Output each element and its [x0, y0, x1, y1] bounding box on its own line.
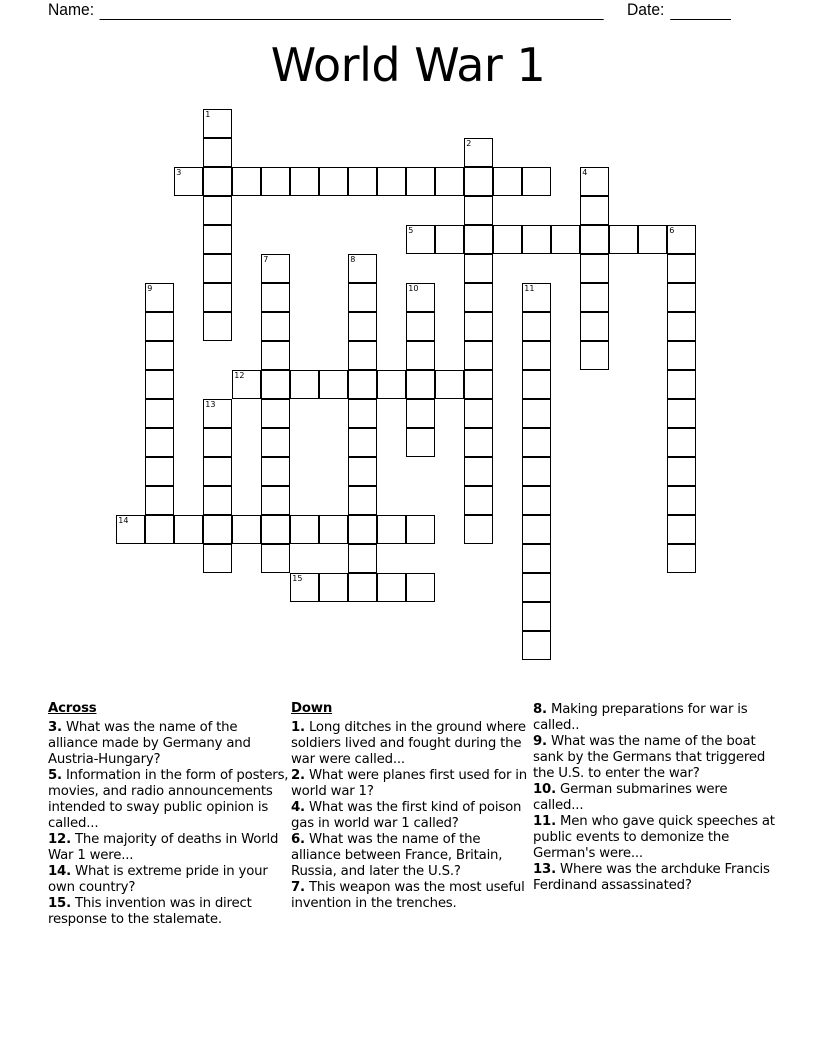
clue-text: This weapon was the most useful invention in the trenches. [291, 880, 525, 911]
grid-cell[interactable] [464, 312, 493, 341]
clue-text: Making preparations for war is called.. [533, 702, 748, 733]
grid-cell[interactable] [290, 515, 319, 544]
grid-cell[interactable] [145, 341, 174, 370]
clue-down-9 [533, 862, 775, 894]
grid-cell[interactable] [667, 370, 696, 399]
grid-cell[interactable] [580, 312, 609, 341]
grid-cell[interactable] [522, 283, 551, 312]
grid-cell[interactable] [406, 515, 435, 544]
grid-cell[interactable] [377, 370, 406, 399]
clue-across-1 [48, 768, 290, 832]
grid-cell[interactable] [261, 254, 290, 283]
clue-number-label: 8 [350, 255, 356, 265]
grid-cell[interactable] [261, 399, 290, 428]
grid-cell[interactable] [145, 312, 174, 341]
grid-cell[interactable] [348, 486, 377, 515]
grid-cell[interactable] [464, 196, 493, 225]
grid-cell[interactable] [261, 486, 290, 515]
clue-text: Where was the archduke Francis Ferdinand assassinated? [533, 862, 770, 893]
clue-number-label: 9 [147, 284, 153, 294]
grid-cell[interactable] [348, 399, 377, 428]
clue-number: 10. [533, 782, 556, 797]
clue-across-3 [48, 864, 290, 896]
clue-number-label: 4 [582, 168, 588, 178]
grid-cell[interactable] [667, 544, 696, 573]
clue-number: 13. [533, 862, 556, 877]
grid-cell[interactable] [464, 457, 493, 486]
grid-cell[interactable] [464, 515, 493, 544]
grid-cell[interactable] [261, 312, 290, 341]
grid-cell[interactable] [348, 370, 377, 399]
grid-cell[interactable] [232, 515, 261, 544]
date-blank[interactable] [670, 3, 731, 20]
grid-cell[interactable] [464, 370, 493, 399]
clue-number-label: 3 [176, 168, 182, 178]
grid-cell[interactable] [464, 399, 493, 428]
clue-number: 8. [533, 702, 547, 717]
grid-cell[interactable] [203, 109, 232, 138]
clue-number: 7. [291, 880, 305, 895]
grid-cell[interactable] [203, 283, 232, 312]
grid-cell[interactable] [464, 138, 493, 167]
clue-text: Men who gave quick speeches at public events to demonize the German's were... [533, 814, 775, 861]
clue-number-label: 10 [408, 284, 419, 294]
grid-cell[interactable] [261, 544, 290, 573]
clue-number: 2. [291, 768, 305, 783]
grid-cell[interactable] [667, 341, 696, 370]
grid-cell[interactable] [348, 457, 377, 486]
grid-cell[interactable] [638, 225, 667, 254]
grid-cell[interactable] [174, 515, 203, 544]
clue-number-label: 2 [466, 139, 472, 149]
grid-cell[interactable] [522, 544, 551, 573]
grid-cell[interactable] [406, 428, 435, 457]
date-label: Date: [627, 0, 665, 19]
grid-cell[interactable] [522, 167, 551, 196]
name-label: Name: [48, 0, 95, 19]
grid-cell[interactable] [667, 457, 696, 486]
down-heading: Down [291, 701, 333, 716]
grid-cell[interactable] [667, 312, 696, 341]
grid-cell[interactable] [493, 225, 522, 254]
grid-cell[interactable] [203, 167, 232, 196]
grid-cell[interactable] [522, 573, 551, 602]
grid-cell[interactable] [203, 515, 232, 544]
grid-cell[interactable] [406, 573, 435, 602]
name-blank[interactable] [100, 3, 604, 20]
date-field[interactable] [627, 0, 731, 20]
grid-cell[interactable] [319, 167, 348, 196]
clue-down-6 [533, 734, 775, 782]
grid-cell[interactable] [145, 283, 174, 312]
grid-cell[interactable] [522, 370, 551, 399]
grid-cell[interactable] [406, 399, 435, 428]
clue-number-label: 5 [408, 226, 414, 236]
grid-cell[interactable] [261, 428, 290, 457]
clue-number: 3. [48, 720, 62, 735]
grid-cell[interactable] [522, 486, 551, 515]
clue-down-8 [533, 814, 775, 862]
grid-cell[interactable] [580, 341, 609, 370]
clue-number-label: 6 [669, 226, 675, 236]
clue-number-label: 11 [524, 284, 535, 294]
grid-cell[interactable] [406, 167, 435, 196]
grid-cell[interactable] [522, 341, 551, 370]
grid-cell[interactable] [145, 370, 174, 399]
clue-text: What was the name of the alliance made by Germany and Austria-Hungary? [48, 720, 251, 767]
grid-cell[interactable] [493, 167, 522, 196]
grid-cell[interactable] [348, 312, 377, 341]
grid-cell[interactable] [667, 399, 696, 428]
clue-down-1 [291, 768, 533, 800]
grid-cell[interactable] [667, 254, 696, 283]
grid-cell[interactable] [522, 225, 551, 254]
clue-number: 1. [291, 720, 305, 735]
grid-cell[interactable] [667, 225, 696, 254]
clue-number: 5. [48, 768, 62, 783]
grid-cell[interactable] [261, 167, 290, 196]
grid-cell[interactable] [435, 370, 464, 399]
clue-across-4 [48, 896, 290, 928]
grid-cell[interactable] [406, 225, 435, 254]
grid-cell[interactable] [667, 486, 696, 515]
grid-cell[interactable] [203, 138, 232, 167]
grid-cell[interactable] [580, 225, 609, 254]
grid-cell[interactable] [203, 254, 232, 283]
clue-text: What was the name of the alliance between France, Britain, Russia, and later the U.S.? [291, 832, 503, 879]
clue-text: What was the first kind of poison gas in world war 1 called? [291, 800, 522, 831]
grid-cell[interactable] [348, 283, 377, 312]
grid-cell[interactable] [580, 283, 609, 312]
grid-cell[interactable] [580, 196, 609, 225]
grid-cell[interactable] [406, 283, 435, 312]
clue-number-label: 12 [234, 371, 245, 381]
clue-text: This invention was in direct response to the stalemate. [48, 896, 252, 927]
grid-cell[interactable] [203, 225, 232, 254]
grid-cell[interactable] [667, 428, 696, 457]
grid-cell[interactable] [348, 254, 377, 283]
grid-cell[interactable] [377, 573, 406, 602]
clue-number: 9. [533, 734, 547, 749]
grid-cell[interactable] [406, 312, 435, 341]
grid-cell[interactable] [261, 515, 290, 544]
grid-cell[interactable] [203, 457, 232, 486]
grid-cell[interactable] [377, 167, 406, 196]
grid-cell[interactable] [522, 428, 551, 457]
grid-cell[interactable] [232, 167, 261, 196]
grid-cell[interactable] [232, 370, 261, 399]
clue-number: 11. [533, 814, 556, 829]
grid-cell[interactable] [551, 225, 580, 254]
grid-cell[interactable] [580, 167, 609, 196]
name-field[interactable] [48, 0, 604, 20]
grid-cell[interactable] [580, 254, 609, 283]
clues-column-1 [48, 701, 290, 928]
grid-cell[interactable] [145, 428, 174, 457]
across-heading: Across [48, 701, 97, 716]
clue-number: 12. [48, 832, 71, 847]
clue-across-2 [48, 832, 290, 864]
grid-cell[interactable] [116, 515, 145, 544]
clue-down-0 [291, 720, 533, 768]
grid-cell[interactable] [667, 515, 696, 544]
grid-cell[interactable] [203, 544, 232, 573]
grid-cell[interactable] [406, 341, 435, 370]
grid-cell[interactable] [290, 167, 319, 196]
clue-down-3 [291, 832, 533, 880]
page-title: World War 1 [270, 38, 546, 92]
clue-text: What is extreme pride in your own country? [48, 864, 268, 895]
grid-cell[interactable] [435, 167, 464, 196]
clue-number-label: 7 [263, 255, 269, 265]
grid-cell[interactable] [319, 573, 348, 602]
grid-cell[interactable] [522, 602, 551, 631]
clue-number-label: 1 [205, 110, 211, 120]
clue-text: Information in the form of posters, movies, and radio announcements intended to sway public opinion is called... [48, 768, 289, 831]
grid-cell[interactable] [203, 486, 232, 515]
grid-cell[interactable] [522, 631, 551, 660]
grid-cell[interactable] [261, 370, 290, 399]
grid-cell[interactable] [319, 370, 348, 399]
grid-cell[interactable] [464, 283, 493, 312]
clue-text: What were planes first used for in world war 1? [291, 768, 528, 799]
grid-cell[interactable] [435, 225, 464, 254]
clue-down-5 [533, 702, 775, 734]
grid-cell[interactable] [348, 167, 377, 196]
clue-number-label: 14 [118, 516, 129, 526]
grid-cell[interactable] [406, 370, 435, 399]
clue-number: 6. [291, 832, 305, 847]
grid-cell[interactable] [464, 254, 493, 283]
grid-cell[interactable] [203, 428, 232, 457]
grid-cell[interactable] [145, 515, 174, 544]
grid-cell[interactable] [348, 341, 377, 370]
clue-text: Long ditches in the ground where soldiers lived and fought during the war were called... [291, 720, 526, 767]
grid-cell[interactable] [203, 196, 232, 225]
clue-down-2 [291, 800, 533, 832]
grid-cell[interactable] [464, 167, 493, 196]
clue-number-label: 13 [205, 400, 216, 410]
grid-cell[interactable] [464, 428, 493, 457]
grid-cell[interactable] [464, 225, 493, 254]
clue-down-7 [533, 782, 775, 814]
grid-cell[interactable] [522, 312, 551, 341]
grid-cell[interactable] [522, 399, 551, 428]
clue-number-label: 15 [292, 574, 303, 584]
grid-cell[interactable] [145, 486, 174, 515]
grid-cell[interactable] [377, 515, 406, 544]
grid-cell[interactable] [203, 399, 232, 428]
clue-text: What was the name of the boat sank by the Germans that triggered the U.S. to enter the war? [533, 734, 766, 781]
clue-number: 4. [291, 800, 305, 815]
grid-cell[interactable] [609, 225, 638, 254]
grid-cell[interactable] [174, 167, 203, 196]
grid-cell[interactable] [261, 283, 290, 312]
grid-cell[interactable] [261, 457, 290, 486]
grid-cell[interactable] [464, 486, 493, 515]
clue-number: 15. [48, 896, 71, 911]
grid-cell[interactable] [348, 573, 377, 602]
grid-cell[interactable] [667, 283, 696, 312]
grid-cell[interactable] [290, 370, 319, 399]
clue-number: 14. [48, 864, 71, 879]
grid-cell[interactable] [145, 399, 174, 428]
grid-cell[interactable] [348, 544, 377, 573]
grid-cell[interactable] [464, 341, 493, 370]
clues-column-3 [533, 702, 775, 894]
clue-down-4 [291, 880, 533, 912]
clue-text: The majority of deaths in World War 1 were... [48, 832, 279, 863]
grid-cell[interactable] [348, 515, 377, 544]
grid-cell[interactable] [522, 457, 551, 486]
clues-column-2 [291, 701, 533, 912]
grid-cell[interactable] [348, 428, 377, 457]
grid-cell[interactable] [522, 515, 551, 544]
grid-cell[interactable] [261, 341, 290, 370]
grid-cell[interactable] [319, 515, 348, 544]
grid-cell[interactable] [203, 312, 232, 341]
grid-cell[interactable] [145, 457, 174, 486]
grid-cell[interactable] [290, 573, 319, 602]
clue-text: German submarines were called... [533, 782, 728, 813]
clue-across-0 [48, 720, 290, 768]
